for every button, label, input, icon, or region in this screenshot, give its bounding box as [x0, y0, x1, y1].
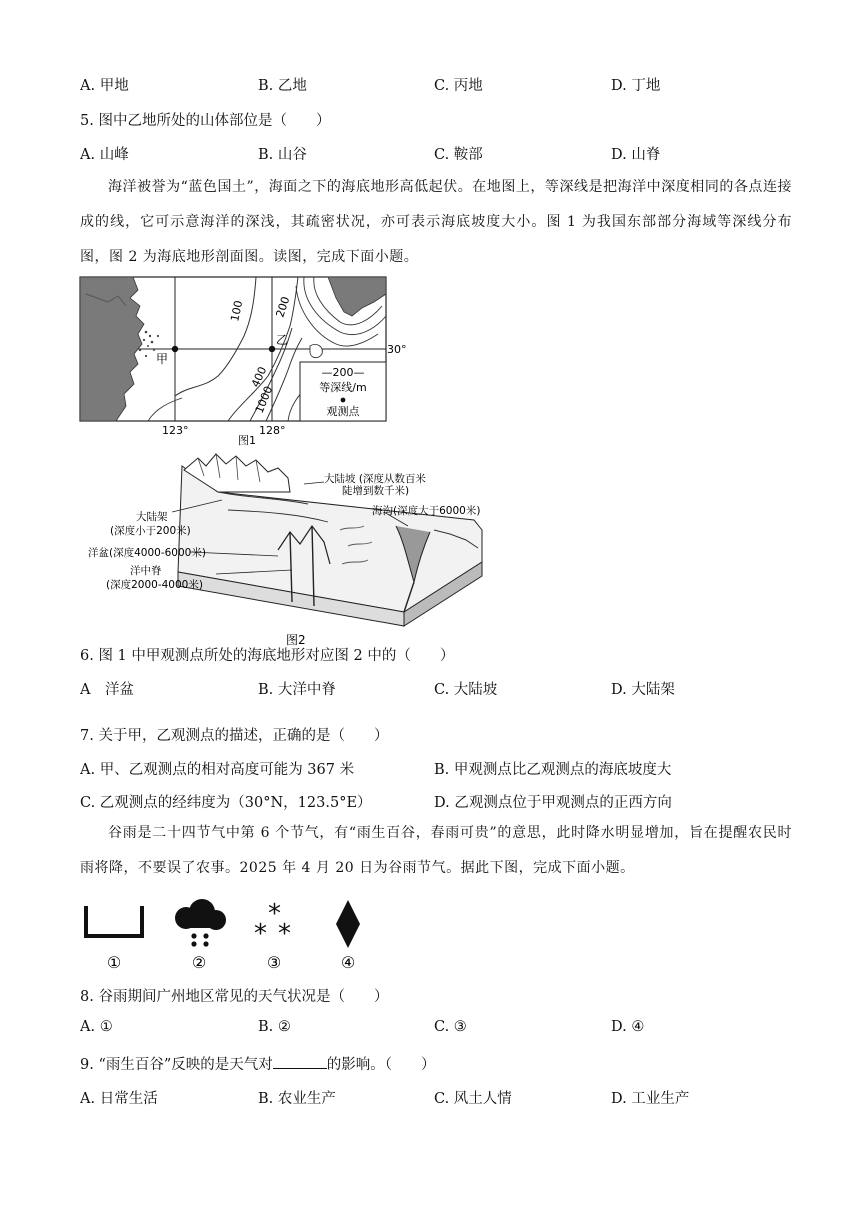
q5-option-a: A. 山峰: [80, 147, 129, 163]
lon-label-123: 123°: [162, 424, 189, 437]
q7-options-row-1: [80, 758, 820, 780]
q9-option-b: B. 农业生产: [258, 1091, 336, 1107]
legend-point-symbol: [341, 398, 346, 403]
lon-label-128: 128°: [259, 424, 286, 437]
q7-stem: 7. 关于甲，乙观测点的描述，正确的是（ ）: [80, 728, 389, 744]
q9-option-c: C. 风土人情: [434, 1091, 512, 1107]
snow-icon: [254, 899, 291, 949]
q6-option-c: C. 大陆坡: [434, 682, 498, 698]
label-continental-slope-2: 陡增到数千米): [342, 485, 410, 497]
q6-stem: 6. 图 1 中甲观测点所处的海底地形对应图 2 中的（ ）: [80, 648, 455, 664]
hail-diamond-icon: [336, 900, 360, 948]
q9-stem-pre: 9. “雨生百谷”反映的是天气对: [80, 1057, 273, 1073]
q5-option-d: D. 山脊: [611, 147, 661, 163]
q9-stem-post: 的影响。（ ）: [326, 1057, 436, 1073]
label-shelf: 大陆架: [136, 511, 168, 523]
snowflake-glyph-3: *: [278, 919, 291, 949]
lat-label: 30°: [387, 343, 407, 356]
q8-option-b: B. ②: [258, 1019, 291, 1035]
point-jia: [172, 346, 178, 352]
q9-blank: [273, 1054, 327, 1069]
snowflake-glyph-2: *: [254, 919, 267, 949]
symbol-number-4: ④: [340, 953, 356, 972]
q8-option-a: A. ①: [80, 1019, 113, 1035]
symbol-number-3: ③: [266, 953, 282, 972]
q6-option-b: B. 大洋中脊: [258, 682, 336, 698]
figure-1-caption: 图1: [238, 434, 256, 447]
q4-option-b: B. 乙地: [258, 78, 307, 94]
intro-paragraph-guyu: 谷雨是二十四节气中第 6 个节气，有“雨生百谷，春雨可贵”的意思，此时降水明显增加，旨在提醒农民时雨将降，不要误了农事。2025 年 4 月 20 日为谷雨节气。据此下图，完成下面小题。: [80, 825, 792, 876]
label-basin: 洋盆(深度4000-6000米): [88, 547, 206, 559]
contour-label-400: 400: [248, 364, 270, 390]
label-ridge-2: (深度2000-4000米): [106, 579, 203, 591]
legend-line-name: 等深线/m: [319, 381, 367, 394]
contour-label-200: 200: [273, 294, 293, 319]
contour-label-1000: 1000: [252, 384, 276, 416]
q8-options: [80, 1019, 820, 1041]
legend-line-value: —200—: [321, 366, 365, 379]
figure-2-seafloor-profile: [78, 452, 498, 648]
q5-option-c: C. 鞍部: [434, 147, 483, 163]
weather-symbols: [78, 898, 388, 974]
snowflake-glyph-1: *: [268, 899, 281, 929]
q9-options: [80, 1087, 820, 1109]
q5-options: [80, 143, 820, 165]
q4-options: [80, 74, 820, 96]
label-ridge: 洋中脊: [130, 565, 162, 577]
q9-option-a: A. 日常生活: [80, 1091, 158, 1107]
q4-option-a: A. 甲地: [80, 78, 129, 94]
q9-option-d: D. 工业生产: [611, 1091, 690, 1107]
figure-2-caption: 图2: [286, 633, 306, 647]
q9-stem: [80, 1053, 436, 1074]
intro-paragraph-ocean: 海洋被誉为“蓝色国土”，海面之下的海底地形高低起伏。在地图上，等深线是把海洋中深度相同的各点连接成的线，它可示意海洋的深浅，其疏密状况，亦可表示海底坡度大小。图 1 为我国东部部分海域等深线分布图，图 2 为海底地形剖面图。读图，完成下面小题。: [80, 179, 792, 265]
q6-option-a: A 洋盆: [80, 682, 134, 698]
q8-stem: 8. 谷雨期间广州地区常见的天气状况是（ ）: [80, 989, 389, 1005]
q6-options: [80, 678, 820, 700]
q7-option-a: A. 甲、乙观测点的相对高度可能为 367 米: [80, 762, 355, 778]
q4-option-c: C. 丙地: [434, 78, 483, 94]
dust-symbol-icon: [86, 906, 142, 936]
q8-option-d: D. ④: [611, 1019, 645, 1035]
figure-1-isobath-map: [78, 276, 407, 447]
q7-option-b: B. 甲观测点比乙观测点的海底坡度大: [434, 762, 672, 778]
label-trench: 海沟(深度大于6000米): [372, 505, 481, 517]
q6-option-d: D. 大陆架: [611, 682, 675, 698]
rain-cloud-icon: [175, 899, 226, 947]
point-yi-label: 乙: [276, 333, 289, 347]
q5-option-b: B. 山谷: [258, 147, 307, 163]
q7-option-d: D. 乙观测点位于甲观测点的正西方向: [434, 795, 672, 811]
q7-option-c: C. 乙观测点的经纬度为（30°N，123.5°E）: [80, 795, 372, 811]
symbol-number-2: ②: [191, 953, 207, 972]
q7-options-row-2: [80, 791, 820, 813]
symbol-number-1: ①: [106, 953, 122, 972]
contour-label-100: 100: [228, 299, 246, 323]
q5-stem: 5. 图中乙地所处的山体部位是（ ）: [80, 113, 331, 129]
label-shelf-2: (深度小于200米): [110, 525, 191, 537]
legend-point-name: 观测点: [326, 405, 360, 418]
point-yi: [269, 346, 275, 352]
q4-option-d: D. 丁地: [611, 78, 661, 94]
label-continental-slope: 大陆坡 (深度从数百米: [324, 473, 426, 485]
q8-option-c: C. ③: [434, 1019, 467, 1035]
point-jia-label: 甲: [156, 352, 169, 366]
